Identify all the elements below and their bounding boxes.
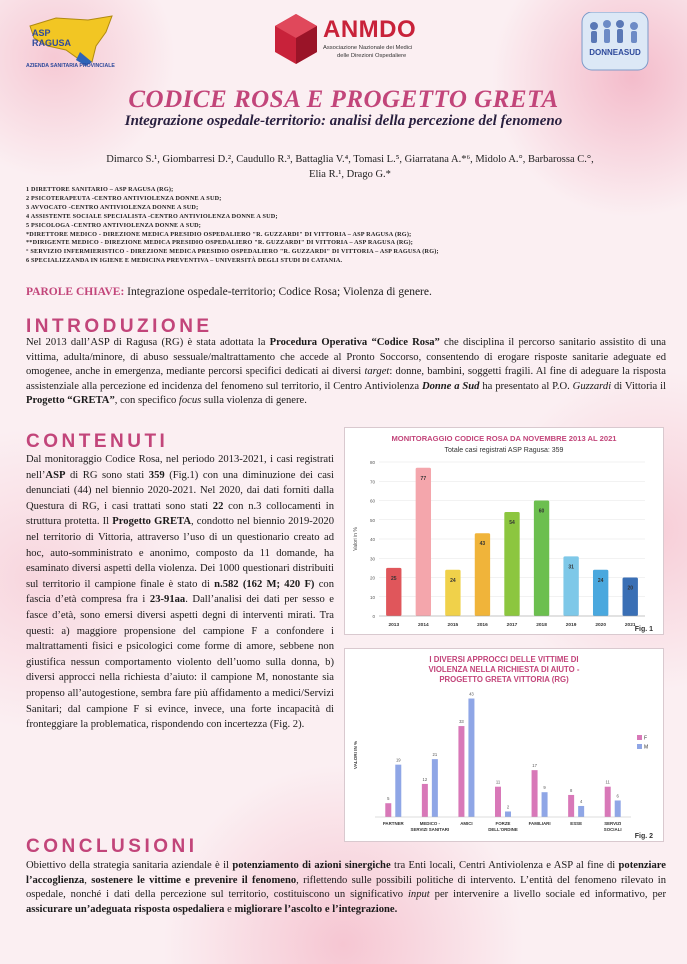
chart2-legend-swatch	[637, 744, 642, 749]
chart2-data-label: 19	[395, 757, 401, 763]
chart2-xtick: DELL'ORDINE	[488, 827, 518, 832]
authors-line1: Dimarco S.¹, Giombarresi D.², Caudullo R.³, Battaglia V.⁴, Tomasi L.⁵, Giarratana A.*⁶, Midolo A.°, Barbarossa C.°,	[106, 154, 594, 165]
chart2-legend-swatch	[637, 735, 642, 740]
affiliation-item: 1 DIRETTORE SANITARIO – ASP RAGUSA (RG);	[26, 186, 174, 193]
chart1-ytick: 40	[369, 537, 375, 542]
chart1-xtick: 2020	[595, 623, 607, 628]
affiliation-item: 2 PSICOTERAPEUTA -CENTRO ANTIVIOLENZA DONNE A SUD;	[26, 194, 222, 202]
chart2-data-label: 11	[605, 779, 610, 785]
chart1-data-label: 25	[390, 575, 397, 582]
chart1-subtitle: Totale casi registrati ASP Ragusa: 359	[444, 447, 564, 454]
donneasud-figures-icon	[580, 12, 650, 72]
chart2-data-label: 5	[387, 796, 390, 802]
poster-subtitle: Integrazione ospedale-territorio: analisi della percezione del fenomeno	[124, 113, 563, 129]
chart1-data-label: 31	[568, 564, 574, 571]
chart1-bar	[593, 570, 608, 616]
anmdo-logo-name: ANMDO	[323, 16, 417, 43]
chart1-bar	[504, 512, 519, 616]
chart1-data-label: 54	[509, 520, 515, 527]
authors	[60, 152, 640, 182]
chart1-xtick: 2018	[536, 623, 547, 628]
chart1-xtick: 2014	[417, 623, 429, 628]
chart2-title-line: I DIVERSI APPROCCI DELLE VITTIME DI	[429, 655, 579, 664]
donneasud-logo-name: DONNEASUD	[589, 48, 641, 57]
chart2-bar-m	[505, 811, 511, 817]
contenuti-paragraph: Dal monitoraggio Codice Rosa, nel periodo 2013-2021, i casi registrati nell’ASP di RG sono stati 359 (Fig.1) con una diminuzione dei casi denunciati (44) nel biennio 2020-2021. Nel 2020, dai dati forniti dalla Questura di RG, i casi trattati sono stati 22 con n.3 collocamenti in struttura protetta. Il Progetto GRETA, condotto nel biennio 2019-2020 nel territorio di Vittoria, attraverso l’uso di un questionario creato ad hoc, auto-somministrato e anonimo, composto da 11 domande, ha esaminato diversi aspetti della violenza. Dei 1000 questionari distribuiti sul territorio il campione finale è stato di n.582 (162 M; 420 F) con fascia d’età compresa fra i 23-91aa. Dall’analisi dei dati per sesso e fasce d’età, sono emersi diversi aspetti degni di interventi mirati. Tra questi: a) maggiore propensione del campione F a confondere i maltrattamenti fisici e psicologici come forme di amore, sebbene non giustifica nessun comportamento violento dell’uomo sulla donna, b) diversi approcci nella richiesta d’aiuto: il campione M, nonostante sia propenso all’autogestione, sembra fare più affidamento a medici/Servizi Sanitari; dal campione F si evince, invece, una forte incapacità di fronteggiare la problematica, rispondendo con incertezza (Fig. 2).	[26, 454, 335, 731]
authors-line2: Elia R.¹, Drago G.*	[309, 169, 391, 180]
chart1-ytick: 20	[369, 575, 375, 581]
affiliation-item: 5 PSICOLOGA -CENTRO ANTIVIOLENZA DONNE A SUD;	[26, 221, 202, 229]
chart2-data-label: 33	[459, 719, 464, 725]
keywords-label: PAROLE CHIAVE:	[26, 286, 125, 298]
chart2-bar-m	[432, 759, 438, 817]
poster-title: CODICE ROSA E PROGETTO GRETA	[128, 86, 559, 113]
chart-greta-svg	[345, 649, 663, 841]
chart1-ytick: 10	[369, 594, 375, 600]
chart2-data-label: 2	[506, 804, 510, 810]
chart2-data-label: 8	[569, 787, 573, 793]
chart2-bar-f	[458, 726, 464, 817]
chart1-ytick: 30	[369, 556, 375, 562]
affiliations	[26, 186, 626, 266]
chart-codice-rosa	[344, 427, 664, 635]
affiliation-item: 3 AVVOCATO -CENTRO ANTIVIOLENZA DONNE A SUD;	[26, 203, 199, 211]
chart1-ytick: 80	[369, 460, 375, 465]
chart1-data-label: 24	[450, 577, 456, 584]
chart2-data-label: 11	[495, 779, 501, 785]
chart2-bar-m	[395, 765, 401, 817]
chart2-xtick: FORZE	[495, 821, 511, 826]
chart1-bar	[534, 501, 549, 617]
chart1-xtick: 2016	[477, 623, 488, 628]
chart1-data-label: 60	[538, 508, 545, 515]
chart2-data-label: 21	[432, 752, 438, 758]
chart2-xtick: MEDICO -	[419, 821, 440, 826]
anmdo-cube-icon	[273, 12, 319, 68]
chart2-bar-f	[385, 803, 391, 817]
chart2-figure-label: Fig. 2	[634, 833, 653, 840]
chart1-data-label: 43	[479, 541, 486, 548]
chart2-xtick: SERVIZI	[604, 821, 622, 826]
chart2-title-line: PROGETTO GRETA VITTORIA (RG)	[439, 675, 569, 684]
chart2-data-label: 17	[532, 763, 537, 769]
chart2-bar-m	[615, 800, 621, 817]
chart2-xtick: SERVIZI SANITARI	[410, 827, 450, 832]
anmdo-logo-line1: Associazione Nazionale dei Medici	[323, 45, 413, 51]
intro-paragraph: Nel 2013 dall’ASP di Ragusa (RG) è stata adottata la Procedura Operativa “Codice Rosa” che disciplina il percorso sanitario assistito di una vittima, adulta/minore, di abuso sessuale/maltrattamento che accede al Pronto Soccorso, consentendo di erogare risposte sanitarie adeguate ed omogenee, anche in emergenza, mediante percorsi specifici dedicati ai diversi target: donne, bambini, soggetti fragili. Al fine di adeguare la risposta assistenziale alla percezione ed incidenza del fenomeno sul territorio, il Centro Antiviolenza Donne a Sud ha presentato al P.O. Guzzardi di Vittoria il Progetto “GRETA”, con specifico focus sulla violenza di genere.	[26, 337, 666, 406]
asp-logo-line1: ASP	[32, 28, 51, 38]
asp-logo-caption: AZIENDA SANITARIA PROVINCIALE	[26, 63, 115, 69]
anmdo-logo	[273, 12, 433, 72]
chart2-bar-f	[568, 795, 574, 817]
chart2-bar-f	[605, 787, 611, 817]
affiliation-item: *DIRETTORE MEDICO - DIREZIONE MEDICA PRESIDIO OSPEDALIERO "R. GUZZARDI" DI VITTORIA – ASP RAGUSA (RG);	[26, 230, 412, 238]
chart1-title: MONITORAGGIO CODICE ROSA DA NOVEMBRE 2013 AL 2021	[391, 434, 617, 443]
chart1-data-label: 20	[627, 585, 634, 592]
chart2-legend-label: F	[644, 735, 648, 742]
chart2-bar-m	[468, 699, 474, 817]
chart2-bar-m	[542, 792, 548, 817]
chart1-ytick: 70	[369, 479, 375, 485]
keywords-text: Integrazione ospedale-territorio; Codice Rosa; Violenza di genere.	[124, 286, 432, 298]
donneasud-logo	[580, 12, 650, 72]
chart2-bar-f	[422, 784, 428, 817]
chart2-xtick: AMICI	[460, 821, 473, 826]
chart2-bar-f	[532, 770, 538, 817]
chart1-ytick: 60	[369, 498, 375, 504]
keywords	[26, 286, 666, 298]
contenuti-heading: CONTENUTI	[26, 431, 169, 452]
chart1-bar	[623, 578, 638, 617]
chart2-legend-label: M	[644, 744, 649, 751]
chart2-data-label: 43	[469, 691, 474, 697]
chart2-xtick: ESSE	[570, 821, 583, 826]
chart2-data-label: 6	[616, 793, 619, 799]
chart1-xtick: 2021	[624, 623, 636, 628]
affiliation-item: 6 SPECIALIZZANDA IN IGIENE E MEDICINA PREVENTIVA – UNIVERSITÀ DEGLI STUDI DI CATANIA.	[26, 257, 343, 265]
chart2-xtick: PARTNER	[382, 821, 404, 826]
conclusioni-paragraph: Obiettivo della strategia sanitaria aziendale è il potenziamento di azioni sinergiche tra Enti locali, Centri Antiviolenza e ASP al fine di potenziare l’accoglienza, sostenere le vittime e prevenire il fenomeno, riflettendo sulle possibili politiche di intervento. L’entità del fenomeno rilevato in ospedale, nonché i dati della percezione sul territorio, costituiscono un significativo input per intervenire a livello sociale ed informativo, per assicurare un’adeguata risposta ospedaliera e migliorare l’ascolto e l’integrazione.	[26, 860, 666, 915]
chart1-ytick: 50	[369, 517, 375, 523]
anmdo-logo-line2: delle Direzioni Ospedaliere	[337, 53, 407, 59]
chart1-xtick: 2013	[388, 623, 400, 628]
chart2-data-label: 12	[422, 776, 428, 782]
intro-heading: INTRODUZIONE	[26, 316, 213, 337]
chart1-data-label: 24	[597, 577, 604, 584]
chart1-ytick: 0	[372, 614, 375, 619]
chart1-bar	[416, 468, 431, 616]
asp-ragusa-logo	[26, 12, 118, 74]
chart1-figure-label: Fig. 1	[634, 626, 653, 633]
chart2-xtick: FAMILIARI	[528, 821, 551, 826]
chart2-data-label: 9	[543, 785, 546, 791]
affiliation-item: 4 ASSISTENTE SOCIALE SPECIALISTA -CENTRO ANTIVIOLENZA DONNE A SUD;	[26, 212, 278, 220]
affiliation-item: **DIRIGENTE MEDICO - DIREZIONE MEDICA PRESIDIO OSPEDALIERO "R. GUZZARDI" DI VITTORIA – ASP RAGUSA (RG);	[26, 239, 414, 247]
asp-logo-line2: RAGUSA	[32, 38, 72, 48]
chart1-data-label: 77	[420, 475, 427, 482]
chart2-title-line: VIOLENZA NELLA RICHIESTA DI AIUTO -	[428, 665, 580, 674]
chart1-xtick: 2017	[506, 623, 518, 628]
affiliation-item: ° SERVIZIO INFERMIERISTICO - DIREZIONE MEDICA PRESIDIO OSPEDALIERO "R. GUZZARDI" DI VITTORIA – ASP RAGUSA (RG);	[26, 248, 439, 256]
chart1-xtick: 2019	[565, 623, 577, 628]
chart-codice-rosa-svg	[345, 428, 663, 634]
chart2-bar-m	[578, 806, 584, 817]
chart2-xtick: SOCIALI	[603, 827, 622, 832]
chart2-bar-f	[495, 787, 501, 817]
chart-greta	[344, 648, 664, 842]
chart1-xtick: 2015	[447, 623, 459, 628]
chart1-bar	[445, 570, 460, 616]
chart2-data-label: 4	[579, 798, 583, 804]
chart2-ylabel: VALORI IN %	[353, 740, 358, 770]
chart1-ylabel: Valori in %	[353, 527, 359, 551]
conclusioni-heading: CONCLUSIONI	[26, 836, 198, 857]
